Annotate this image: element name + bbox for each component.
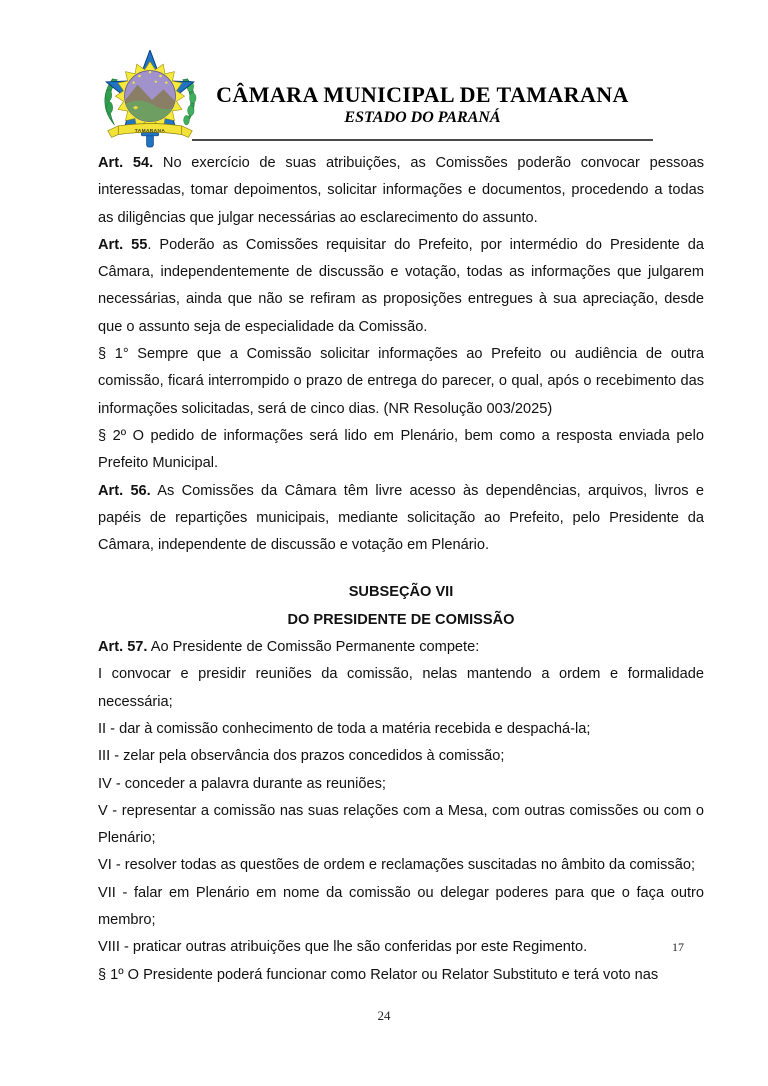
- article-text: VIII - praticar outras atribuições que lhe são conferidas por este Regimento.: [98, 939, 588, 956]
- paragraph-item-viii: [98, 934, 704, 961]
- article-text: § 1° Sempre que a Comissão solicitar informações ao Prefeito ou audiência de outra comissão, ficará interrompido o prazo de entrega do parecer, o qual, após o recebimento das informações solicitadas, será de cinco dias. (NR Resolução 003/2025): [98, 346, 704, 417]
- article-text: VI - resolver todas as questões de ordem e reclamações suscitadas no âmbito da comissão;: [98, 857, 696, 874]
- page-number: 24: [377, 1008, 391, 1023]
- paragraph-par-1-art57: [98, 962, 704, 989]
- article-text: No exercício de suas atribuições, as Comissões poderão convocar pessoas interessadas, tomar depoimentos, solicitar informações e documentos, procedendo a todas as diligências que julgar necessárias ao esclarecimento do assunto.: [98, 155, 704, 226]
- article-text: Ao Presidente de Comissão Permanente compete:: [147, 639, 480, 656]
- org-title: CÂMARA MUNICIPAL DE TAMARANA: [216, 82, 629, 107]
- letterhead: [135, 82, 710, 127]
- paragraph-par-2: [98, 423, 704, 478]
- article-text: I convocar e presidir reuniões da comissão, nelas mantendo a ordem e formalidade necessária;: [98, 666, 704, 710]
- article-number: Art. 55: [98, 236, 148, 253]
- article-text: V - representar a comissão nas suas relações com a Mesa, com outras comissões ou com o Plenário;: [98, 802, 704, 847]
- paragraph-item-iv: [98, 771, 704, 798]
- article-number: Art. 57.: [98, 639, 148, 656]
- article-number: Art. 56.: [98, 482, 151, 499]
- paragraph-art-56: [98, 478, 704, 560]
- paragraph-item-v: [98, 798, 704, 853]
- section-heading-presidente: DO PRESIDENTE DE COMISSÃO: [287, 611, 515, 628]
- paragraph-art-57: [98, 634, 704, 661]
- paragraph-art-54: [98, 150, 704, 232]
- paragraph-item-vii: [98, 880, 704, 935]
- article-text: II - dar à comissão conhecimento de toda a matéria recebida e despachá-la;: [98, 720, 591, 737]
- document-body: [98, 150, 704, 989]
- paragraph-item-vi: [98, 852, 704, 879]
- header-divider: [192, 139, 653, 141]
- article-text: § 2º O pedido de informações será lido em Plenário, bem como a resposta enviada pelo Prefeito Municipal.: [98, 427, 704, 472]
- banner-text: TAMARANA: [134, 128, 166, 134]
- article-text: IV - conceder a palavra durante as reuniões;: [98, 775, 386, 792]
- paragraph-item-i: [98, 661, 704, 716]
- article-text: VII - falar em Plenário em nome da comissão ou delegar poderes para que o faça outro membro;: [98, 884, 704, 929]
- article-text: As Comissões da Câmara têm livre acesso às dependências, arquivos, livros e papéis de repartições municipais, mediante solicitação ao Prefeito, pelo Presidente da Câmara, independente de discussão e votação em Plenário.: [98, 482, 704, 554]
- article-text: § 1º O Presidente poderá funcionar como Relator ou Relator Substituto e terá voto nas: [98, 966, 659, 983]
- section-heading-subsecao: SUBSEÇÃO VII: [348, 584, 454, 601]
- paragraph-item-ii: [98, 716, 704, 743]
- footnote-reference: 17: [672, 940, 684, 955]
- article-text: III - zelar pela observância dos prazos concedidos à comissão;: [98, 748, 505, 765]
- paragraph-par-1: [98, 341, 704, 423]
- article-text: . Poderão as Comissões requisitar do Prefeito, por intermédio do Presidente da Câmara, independentemente de discussão e votação, todas as informações que julgarem necessárias, ainda que não se refiram as proposições entregues à sua apreciação, desde que o assunto seja de especialidade da Comissão.: [98, 236, 704, 335]
- paragraph-art-55: [98, 232, 704, 341]
- org-subtitle: ESTADO DO PARANÁ: [344, 109, 501, 126]
- paragraph-item-iii: [98, 743, 704, 770]
- article-number: Art. 54.: [98, 155, 154, 171]
